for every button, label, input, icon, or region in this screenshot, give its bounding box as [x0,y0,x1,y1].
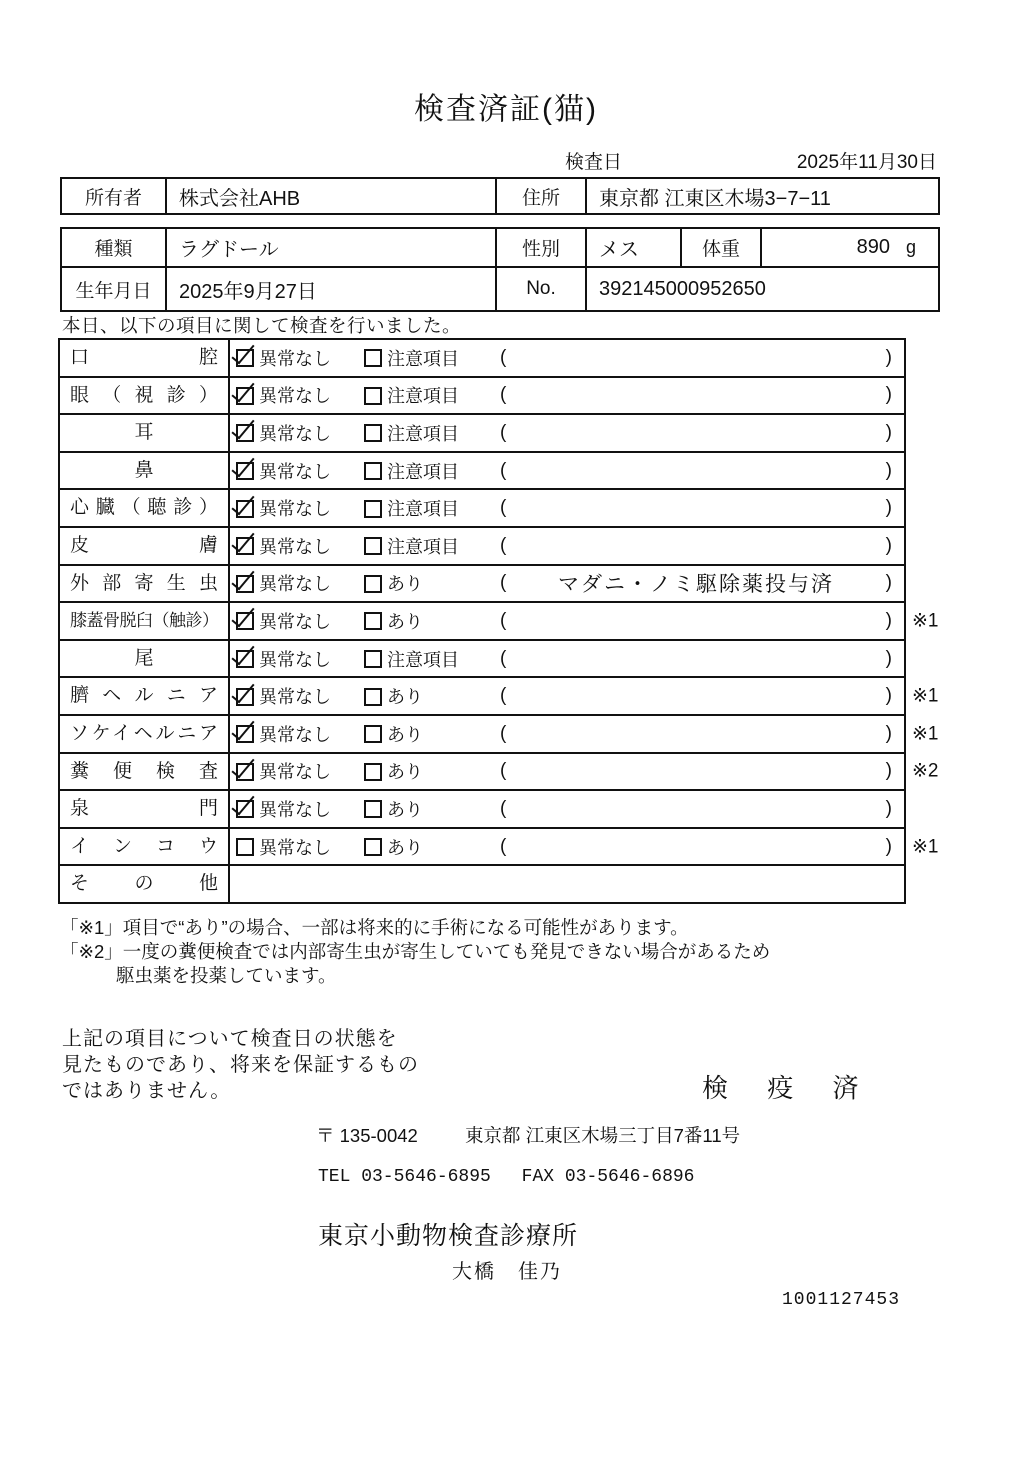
paren-open: ( [500,685,507,707]
option-no-abnormality [236,758,364,784]
option-attention-label: あり [387,762,423,783]
inspection-item-content [230,754,904,790]
paren-open: ( [500,346,507,368]
checkbox-no-abnormality [236,725,254,743]
animal-row-2 [62,268,938,310]
checkbox-no-abnormality [236,612,254,630]
option-no-abnormality [236,646,364,672]
option-attention-label: あり [387,574,423,595]
inspection-item-content [230,453,904,489]
option-no-abnormality [236,796,364,822]
option-attention [364,495,496,521]
checkbox-attention [364,537,382,555]
option-attention [364,570,496,596]
option-attention-label: 注意項目 [387,499,459,520]
option-attention-label: あり [387,687,423,708]
inspection-item-content [230,866,904,902]
inspection-item-label: 眼（視診） [60,378,230,414]
paren-close: ) [885,609,892,631]
checkbox-attention [364,725,382,743]
option-no-abnormality-label: 異常なし [259,499,331,520]
option-no-abnormality [236,420,364,446]
paren-open: ( [500,760,507,782]
animal-row-1 [62,229,938,268]
inspection-row [60,791,904,829]
paren-open: ( [500,384,507,406]
disclaimer-text [62,1026,419,1104]
inspection-item-label: 心臓（聴診） [60,490,230,526]
checkbox-attention [364,424,382,442]
inspection-item-content [230,716,904,752]
inspection-item-label: その他 [60,866,230,902]
clinic-fax: FAX 03-5646-6896 [521,1167,695,1187]
option-no-abnormality-label: 異常なし [259,423,331,444]
checkbox-no-abnormality [236,349,254,367]
option-no-abnormality [236,345,364,371]
inspection-item-content [230,641,904,677]
inspection-item-label: 尾 [60,641,230,677]
footnote-1: 「※1」項目で“あり”の場合、一部は将来的に手術になる可能性があります。 [60,917,689,938]
inspection-table [58,338,939,904]
inspection-item-remark: マダニ・ノミ駆除薬投与済 [558,573,834,597]
checkbox-attention [364,763,382,781]
option-attention-label: あり [387,724,423,745]
owner-label: 所有者 [62,179,167,213]
option-attention [364,758,496,784]
clinic-tel: TEL 03-5646-6895 [318,1167,491,1187]
checkbox-attention [364,575,382,593]
checkbox-no-abnormality [236,688,254,706]
address-value: 東京都 江東区木場3−7−11 [599,187,831,210]
birthdate-label: 生年月日 [62,268,167,310]
option-no-abnormality-label: 異常なし [259,386,331,407]
inspection-item-label: 臍ヘルニア [60,678,230,714]
clinic-address: 東京都 江東区木場三丁目7番11号 [464,1125,741,1146]
inspection-item-label: 膝蓋骨脱臼（触診） [60,603,230,639]
paren-open: ( [500,835,507,857]
inspection-item-content [230,378,904,414]
inspection-row [60,453,904,491]
inspection-item-label: 泉門 [60,791,230,827]
option-no-abnormality-label: 異常なし [259,536,331,557]
checkbox-attention [364,462,382,480]
option-no-abnormality-label: 異常なし [259,762,331,783]
breed-label: 種類 [62,229,167,266]
option-attention [364,458,496,484]
paren-close: ) [885,572,892,594]
disclaimer-line-2: 見たものであり、将来を保証するもの [62,1054,419,1076]
checkbox-no-abnormality [236,387,254,405]
option-no-abnormality [236,458,364,484]
option-attention-label: あり [387,611,423,632]
checkbox-attention [364,688,382,706]
option-attention [364,382,496,408]
checkbox-attention [364,838,382,856]
inspection-item-content [230,490,904,526]
paren-close: ) [885,722,892,744]
paren-close: ) [885,497,892,519]
option-no-abnormality [236,608,364,634]
quarantine-passed-stamp: 検 疫 済 [702,1073,875,1103]
page-title: 検査済証(猫) [414,93,598,126]
paren-close: ) [885,384,892,406]
inspection-item-label: 糞便検査 [60,754,230,790]
footnote-mark: ※2 [912,760,939,782]
no-label: No. [497,268,587,310]
owner-value: 株式会社AHB [167,179,497,213]
checkbox-no-abnormality [236,800,254,818]
footnote-2-continued: 駆虫薬を投薬しています。 [116,965,337,986]
paren-open: ( [500,421,507,443]
option-attention [364,721,496,747]
paren-open: ( [500,722,507,744]
address-label: 住所 [497,179,587,213]
inspection-item-label: 口腔 [60,340,230,376]
inspection-row [60,866,904,902]
inspection-row [60,415,904,453]
option-no-abnormality [236,495,364,521]
checkbox-no-abnormality [236,462,254,480]
clinic-name: 東京小動物検査診療所 [318,1222,579,1250]
inspection-row [60,716,939,754]
option-attention [364,608,496,634]
inspection-row [60,603,939,641]
inspection-item-label: 鼻 [60,453,230,489]
inspection-item-label: インコウ [60,829,230,865]
option-attention-label: 注意項目 [387,649,459,670]
inspection-item-content [230,791,904,827]
checkbox-no-abnormality [236,537,254,555]
inspection-item-content [230,415,904,451]
checkbox-no-abnormality [236,575,254,593]
checkbox-attention [364,500,382,518]
weight-unit: g [905,237,916,257]
option-attention [364,533,496,559]
doctor-name: 大橋 佳乃 [452,1261,562,1283]
option-no-abnormality [236,834,364,860]
checkbox-no-abnormality [236,763,254,781]
option-no-abnormality-label: 異常なし [259,461,331,482]
option-attention-label: 注意項目 [387,461,459,482]
inspection-row [60,490,904,528]
inspection-item-label: 耳 [60,415,230,451]
paren-close: ) [885,797,892,819]
footnote-mark: ※1 [912,685,939,707]
clinic-postal-code: 〒 135-0042 [316,1125,418,1146]
inspection-row [60,378,904,416]
inspection-row [60,566,904,604]
birthdate-value: 2025年9月27日 [167,268,497,310]
option-attention [364,796,496,822]
footnote-mark: ※1 [912,836,939,858]
inspection-item-content [230,678,904,714]
footnote-mark: ※1 [912,723,939,745]
checkbox-attention [364,612,382,630]
option-attention [364,420,496,446]
inspection-item-label: 皮膚 [60,528,230,564]
inspection-item-content [230,566,904,602]
no-value: 392145000952650 [599,277,766,300]
paren-open: ( [500,459,507,481]
option-attention-label: 注意項目 [387,386,459,407]
intro-text: 本日、以下の項目に関して検査を行いました。 [62,315,462,336]
animal-table [60,227,940,312]
option-attention [364,345,496,371]
paren-close: ) [885,346,892,368]
breed-value: ラグドール [167,229,497,266]
option-no-abnormality-label: 異常なし [259,837,331,858]
option-no-abnormality-label: 異常なし [259,348,331,369]
serial-number: 1001127453 [782,1290,901,1310]
option-no-abnormality [236,721,364,747]
footnote-mark: ※1 [912,610,939,632]
checkbox-no-abnormality [236,650,254,668]
option-no-abnormality-label: 異常なし [259,724,331,745]
paren-open: ( [500,797,507,819]
inspection-row [60,641,904,679]
option-attention [364,683,496,709]
inspection-item-label: 外部寄生虫 [60,566,230,602]
footnotes [60,916,770,988]
option-attention-label: 注意項目 [387,348,459,369]
owner-table [60,177,940,215]
inspection-date-value: 2025年11月30日 [796,152,937,173]
disclaimer-line-1: 上記の項目について検査日の状態を [62,1028,398,1050]
checkbox-attention [364,349,382,367]
option-attention [364,646,496,672]
option-no-abnormality-label: 異常なし [259,611,331,632]
paren-close: ) [885,459,892,481]
inspection-item-content [230,603,904,639]
clinic-contact-line [318,1167,694,1187]
paren-open: ( [500,647,507,669]
inspection-row [60,528,904,566]
option-no-abnormality [236,683,364,709]
paren-open: ( [500,572,507,594]
inspection-item-label: ソケイヘルニア [60,716,230,752]
paren-close: ) [885,685,892,707]
checkbox-no-abnormality [236,838,254,856]
inspection-item-content [230,528,904,564]
inspection-row [60,754,939,792]
paren-close: ) [885,835,892,857]
option-attention-label: 注意項目 [387,423,459,444]
sex-value: メス [587,229,682,266]
sex-label: 性別 [497,229,587,266]
paren-open: ( [500,609,507,631]
checkbox-attention [364,387,382,405]
option-attention-label: あり [387,837,423,858]
option-attention [364,834,496,860]
weight-number: 890 [856,236,890,258]
inspection-row [60,340,904,378]
clinic-postal-line [316,1122,740,1148]
footnote-2: 「※2」一度の糞便検査では内部寄生虫が寄生していても発見できない場合があるため [60,941,771,962]
option-no-abnormality-label: 異常なし [259,687,331,708]
option-attention-label: あり [387,799,423,820]
paren-open: ( [500,534,507,556]
option-no-abnormality-label: 異常なし [259,574,331,595]
option-no-abnormality-label: 異常なし [259,649,331,670]
weight-value [762,229,938,266]
disclaimer-line-3: ではありません。 [62,1080,232,1102]
checkbox-attention [364,800,382,818]
inspection-row [60,678,939,716]
inspection-row [60,829,939,867]
inspection-item-content [230,340,904,376]
paren-close: ) [885,760,892,782]
option-no-abnormality [236,382,364,408]
paren-close: ) [885,421,892,443]
weight-label: 体重 [682,229,762,266]
inspection-item-content [230,829,904,865]
paren-open: ( [500,497,507,519]
checkbox-no-abnormality [236,424,254,442]
option-no-abnormality-label: 異常なし [259,799,331,820]
paren-close: ) [885,534,892,556]
inspection-date-row [565,147,937,174]
paren-close: ) [885,647,892,669]
option-attention-label: 注意項目 [387,536,459,557]
option-no-abnormality [236,533,364,559]
checkbox-attention [364,650,382,668]
inspection-date-label: 検査日 [565,152,623,173]
checkbox-no-abnormality [236,500,254,518]
option-no-abnormality [236,570,364,596]
